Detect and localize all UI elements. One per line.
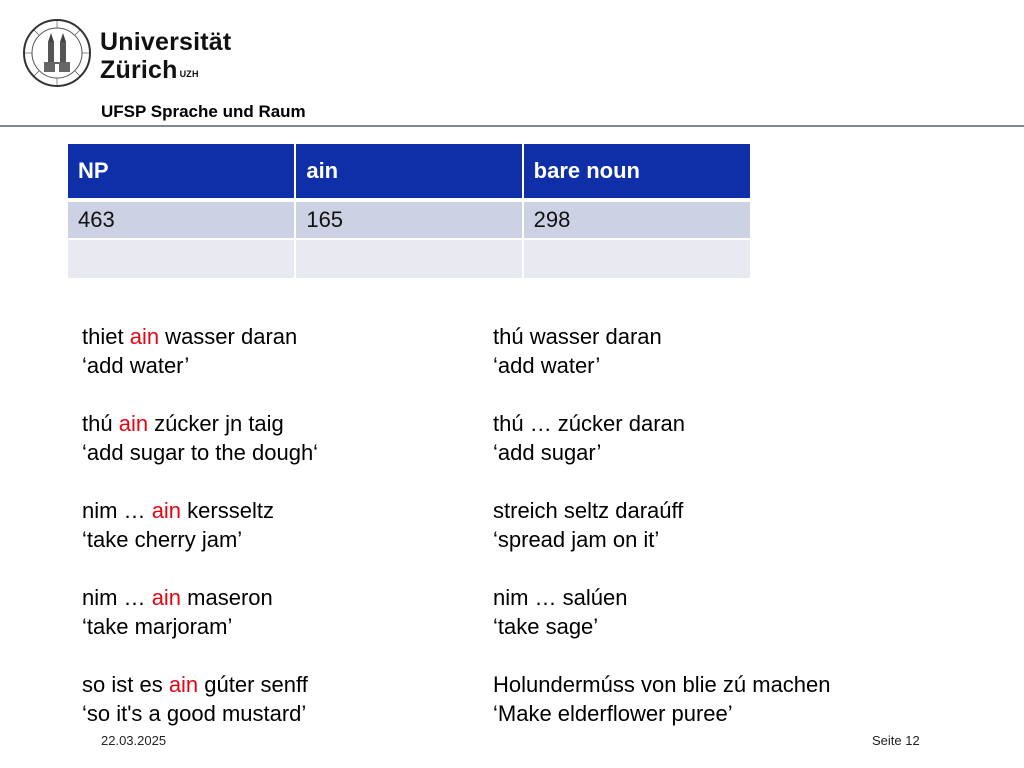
example-item (493, 583, 831, 641)
example-gloss: ‘so it's a good mustard’ (82, 701, 307, 726)
example-gloss: ‘Make elderflower puree’ (493, 701, 733, 726)
example-item (493, 496, 831, 554)
example-item (82, 496, 318, 554)
example-item (493, 670, 831, 728)
examples-with-ain (82, 322, 318, 757)
header-bare-noun: bare noun (523, 144, 750, 200)
university-name-line1: Universität (100, 28, 232, 56)
university-seal-logo (22, 18, 92, 88)
ain-highlight: ain (151, 498, 182, 523)
ain-highlight: ain (168, 672, 199, 697)
cell-ain-count: 165 (295, 200, 522, 239)
example-gloss: ‘add water’ (82, 353, 190, 378)
university-name (100, 28, 231, 84)
header-np: NP (68, 144, 295, 200)
table-cell-empty (295, 239, 522, 279)
department-subtitle: UFSP Sprache und Raum (101, 102, 306, 121)
example-phrase: thú … zúcker daran (493, 411, 685, 436)
example-item (493, 409, 831, 467)
example-gloss: ‘add water’ (493, 353, 601, 378)
table-cell-empty (523, 239, 750, 279)
footer-page-number: Seite 12 (872, 733, 920, 748)
example-item (82, 409, 318, 467)
example-phrase: streich seltz daraúff (493, 498, 684, 523)
table-cell-empty (68, 239, 295, 279)
footer-date: 22.03.2025 (101, 733, 167, 748)
example-item (493, 322, 831, 380)
example-item (82, 583, 318, 641)
example-phrase: nim … ain maseron (82, 585, 273, 610)
example-phrase: thiet ain wasser daran (82, 324, 298, 349)
np-count-table (68, 144, 750, 280)
ain-highlight: ain (118, 411, 149, 436)
ain-highlight: ain (151, 585, 182, 610)
example-phrase: thú ain zúcker jn taig (82, 411, 284, 436)
example-gloss: ‘take marjoram’ (82, 614, 233, 639)
example-gloss: ‘add sugar’ (493, 440, 602, 465)
example-phrase: Holundermúss von blie zú machen (493, 672, 831, 697)
table-row (68, 200, 750, 239)
header-ain: ain (295, 144, 522, 200)
examples-bare-noun (493, 322, 831, 757)
university-abbr: UZH (179, 69, 199, 79)
example-gloss: ‘take cherry jam’ (82, 527, 243, 552)
example-gloss: ‘take sage’ (493, 614, 599, 639)
example-item (82, 670, 318, 728)
cell-bare-noun-count: 298 (523, 200, 750, 239)
example-gloss: ‘add sugar to the dough‘ (82, 440, 319, 465)
example-gloss: ‘spread jam on it’ (493, 527, 660, 552)
example-phrase: so ist es ain gúter senff (82, 672, 308, 697)
header-divider (0, 125, 1024, 127)
table-header-row (68, 144, 750, 200)
example-phrase: nim … ain kersseltz (82, 498, 274, 523)
example-item (82, 322, 318, 380)
cell-np-count: 463 (68, 200, 295, 239)
ain-highlight: ain (129, 324, 160, 349)
example-phrase: nim … salúen (493, 585, 628, 610)
example-phrase: thú wasser daran (493, 324, 662, 349)
table-row (68, 239, 750, 279)
university-name-line2: Zürich (100, 56, 178, 84)
